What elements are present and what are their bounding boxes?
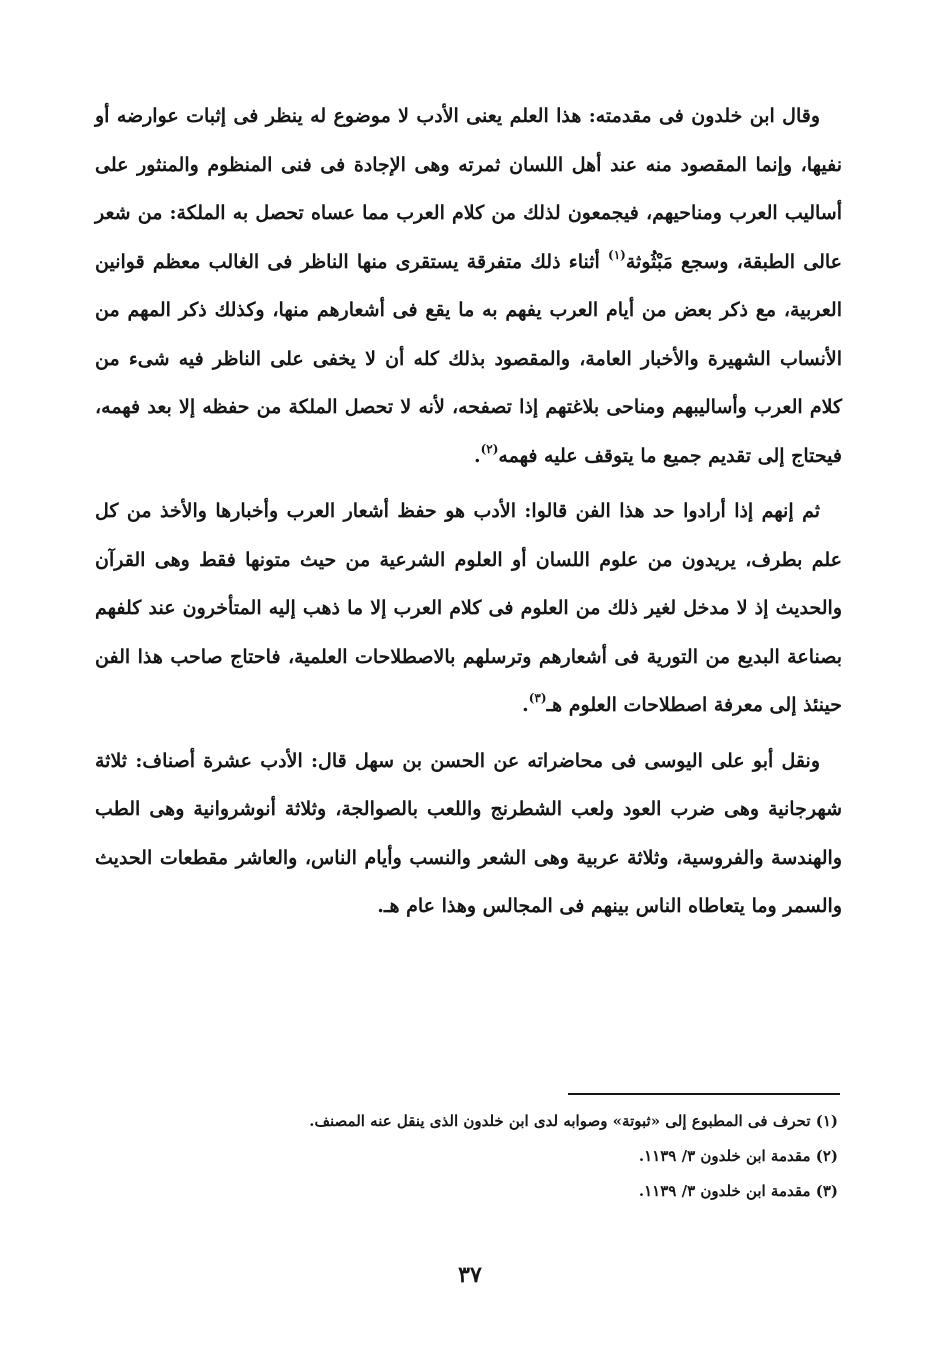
- main-text: [95, 92, 842, 931]
- paragraph-text: .: [522, 694, 529, 716]
- paragraph-text: .: [473, 444, 481, 467]
- footnote-2: (٢) مقدمة ابن خلدون ٣/ ١١٣٩.: [638, 1147, 838, 1165]
- footnote-ref-1: (١): [608, 247, 626, 262]
- footnote-ref-3: (٣): [528, 691, 547, 705]
- paragraph-1: [95, 92, 842, 480]
- footnote-3: (٣) مقدمة ابن خلدون ٣/ ١١٣٩.: [638, 1182, 838, 1200]
- paragraph-text: وقال ابن خلدون فى مقدمته: هذا العلم يعنى الأدب لا موضوع له ينظر فى إثبات عوارضه أو نفيها، وإنما المقصود منه عند أهل اللسان ثمرته وهى الإجادة فى فنى المنظوم والمنثور على أساليب العرب ومناحيهم، فيجمعون لذلك من كلام العرب مما عساه تحصل به الملكة: من شعر عالى الطبقة، وسجع مَبْثُوثة: [95, 105, 842, 273]
- page-number: ٣٧: [458, 1262, 482, 1288]
- paragraph-3: [95, 737, 842, 931]
- paragraph-text: أثناء ذلك متفرقة يستقرى منها الناظر فى الغالب معظم قوانين العربية، مع ذكر بعض من أيام العرب يفهم به ما يقع فى أشعارهم منها، وكذلك ذكر المهم من الأنساب الشهيرة والأخبار العامة، والمقصود بذلك كله أن لا يخفى على الناظر فيه شىء من كلام العرب وأساليبهم ومناحى بلاغتهم إذا تصفحه، لأنه لا تحصل الملكة من حفظه إلا بعد فهمه، فيحتاج إلى تقديم جميع ما يتوقف عليه فهمه: [95, 250, 842, 467]
- footnotes: [300, 1104, 838, 1209]
- footnote-ref-2: (٢): [480, 441, 499, 456]
- footnote-1: (١) تحرف فى المطبوع إلى «ثبوتة» وصوابه لدى ابن خلدون الذى ينقل عنه المصنف.: [309, 1112, 838, 1130]
- footnote-divider: [568, 1093, 840, 1095]
- paragraph-text: ثم إنهم إذا أرادوا حد هذا الفن قالوا: الأدب هو حفظ أشعار العرب وأخبارها والأخذ من كل علم بطرف، يريدون من علوم اللسان أو العلوم الشرعية من حيث متونها فقط وهى القرآن والحديث إذ لا مدخل لغير ذلك من العلوم فى كلام العرب إلا ما ذهب إليه المتأخرون عند كلفهم بصناعة البديع من التورية فى أشعارهم وترسلهم بالاصطلاحات العلمية، فاحتاج صاحب هذا الفن حينئذ إلى معرفة اصطلاحات العلوم هـ: [95, 500, 842, 716]
- paragraph-text: ونقل أبو على اليوسى فى محاضراته عن الحسن بن سهل قال: الأدب عشرة أصناف: ثلاثة شهرجانية وهى ضرب العود ولعب الشطرنج واللعب بالصوالجة، وثلاثة أنوشروانية وهى الطب والهندسة والفروسية، وثلاثة عربية وهى الشعر والنسب وأيام الناس، والعاشر مقطعات الحديث والسمر وما يتعاطاه الناس بينهم فى المجالس وهذا عام هـ.: [95, 749, 842, 917]
- paragraph-2: [95, 487, 842, 730]
